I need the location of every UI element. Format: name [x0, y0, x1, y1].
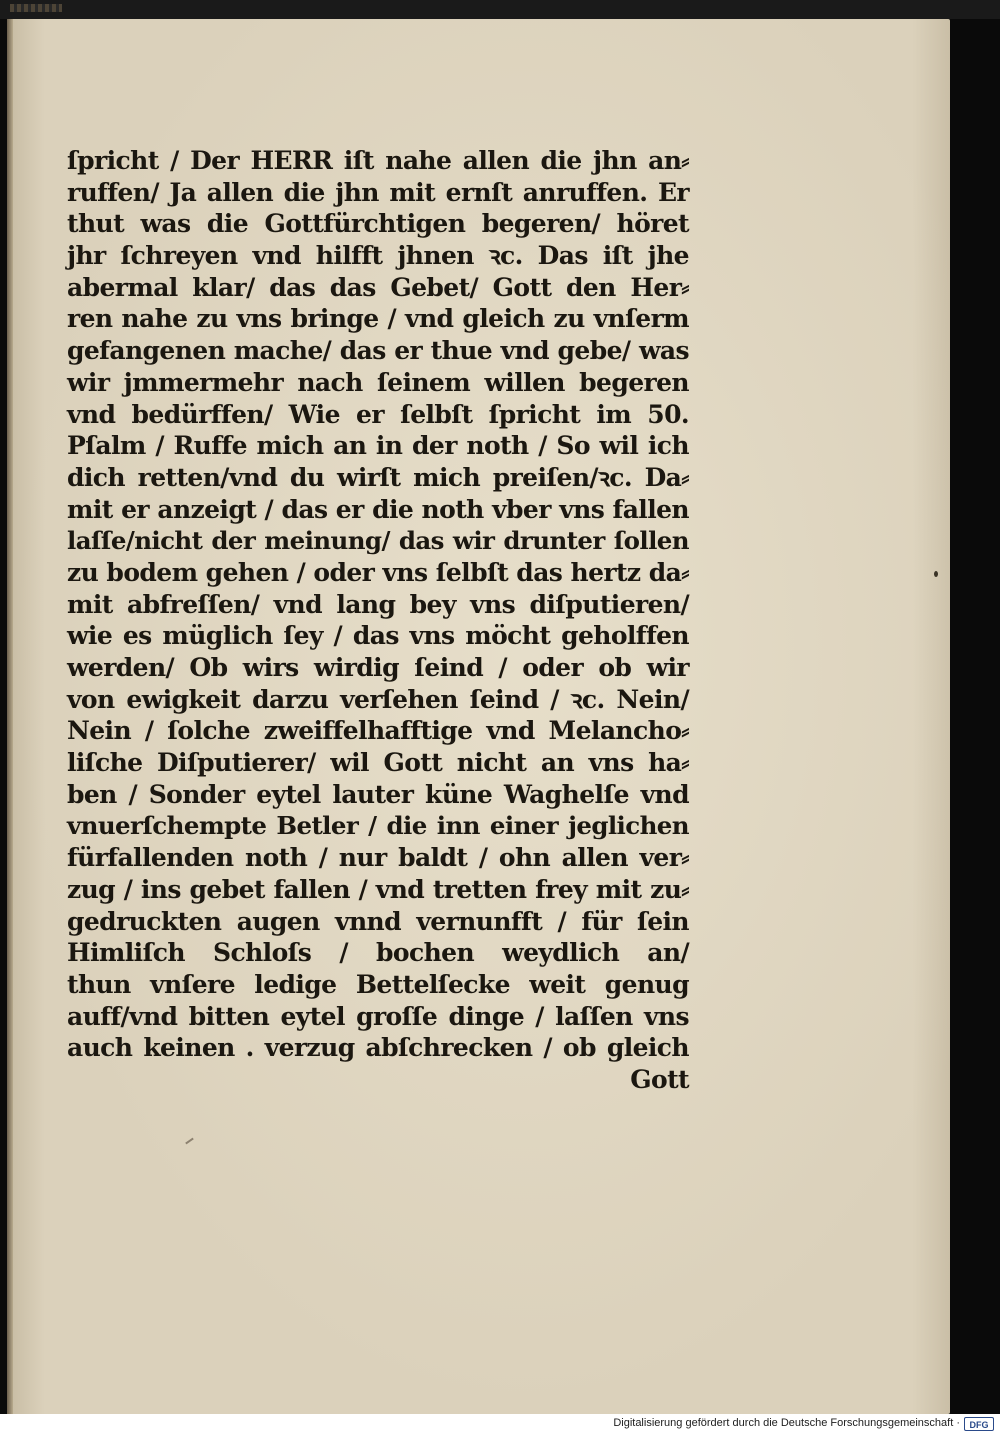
footer-bar: [0, 1414, 1000, 1435]
text-line: fürfallenden noth / nur baldt / ohn allen ver⸗: [67, 843, 689, 873]
text-line: Nein / ſolche zweiffelhafftige vnd Melancho⸗: [67, 716, 689, 746]
text-line: ren nahe zu vns bringe / vnd gleich zu vnſerm: [67, 304, 689, 334]
paper-speck: [934, 571, 938, 577]
text-line: thun vnſere ledige Bettelſecke weit genug: [67, 969, 689, 999]
text-line: werden/ Ob wirs wirdig ſeind / oder ob wir: [67, 653, 689, 682]
text-line: auch keinen . verzug abſchrecken / ob gleich: [67, 1033, 689, 1063]
text-line: auff/vnd bitten eytel groſſe dinge / laſſen vns: [67, 1001, 689, 1031]
page-binding-edge: [7, 19, 13, 1414]
text-line: zug / ins gebet fallen / vnd tretten frey mit zu⸗: [67, 874, 689, 904]
text-line: wie es müglich ſey / das vns möcht geholffen: [67, 621, 689, 651]
funding-credit: Digitalisierung gefördert durch die Deutsche Forschungsgemeinschaft ·: [613, 1417, 960, 1429]
ruler-mark: [10, 4, 62, 12]
text-line: jhr ſchreyen vnd hilfft jhnen ꝛc. Das iſt jhe: [67, 241, 689, 271]
text-line: ruffen/ Ja allen die jhn mit ernſt anruffen. Er: [67, 177, 689, 207]
text-line: abermal klar/ das das Gebet/ Gott den Her⸗: [67, 272, 689, 302]
text-line: gefangenen mache/ das er thue vnd gebe/ was: [67, 336, 689, 366]
text-line: Pſalm / Ruffe mich an in der noth / So wil ich: [67, 431, 689, 461]
text-line: mit abfreſſen/ vnd lang bey vns diſputieren/: [67, 589, 689, 619]
text-line: thut was die Gottfürchtigen begeren/ höret: [67, 209, 689, 239]
text-line: dich retten/vnd du wirſt mich preiſen/ꝛc. Da⸗: [67, 462, 689, 492]
text-line: laſſe/nicht der meinung/ das wir drunter ſollen: [67, 526, 689, 556]
text-line: vnd bedürffen/ Wie er ſelbſt ſpricht im 50.: [67, 399, 689, 429]
dfg-logo: DFG: [964, 1417, 994, 1431]
text-line: gedruckten augen vnnd vernunfft / für ſein: [67, 906, 689, 936]
text-line: zu bodem gehen / oder vns ſelbſt das hertz da⸗: [67, 557, 689, 587]
text-line: ben / Sonder eytel lauter küne Waghelſe vnd: [67, 779, 689, 809]
text-line: mit er anzeigt / das er die noth vber vns fallen: [67, 494, 689, 524]
text-line: Himliſch Schloſs / bochen weydlich an/: [67, 938, 689, 968]
text-line: ſpricht / Der HERR iſt nahe allen die jhn an⸗: [67, 146, 689, 175]
catchword: Gott: [630, 1064, 689, 1094]
page-text-block: [67, 145, 689, 1096]
top-scan-strip: [0, 0, 1000, 19]
text-line: liſche Diſputierer/ wil Gott nicht an vns ha⸗: [67, 748, 689, 778]
text-line: wir jmmermehr nach ſeinem willen begeren: [67, 367, 689, 397]
text-line: von ewigkeit darzu verſehen ſeind / ꝛc. Nein/: [67, 684, 689, 714]
text-line: vnuerſchempte Betler / die inn einer jeglichen: [67, 811, 689, 841]
